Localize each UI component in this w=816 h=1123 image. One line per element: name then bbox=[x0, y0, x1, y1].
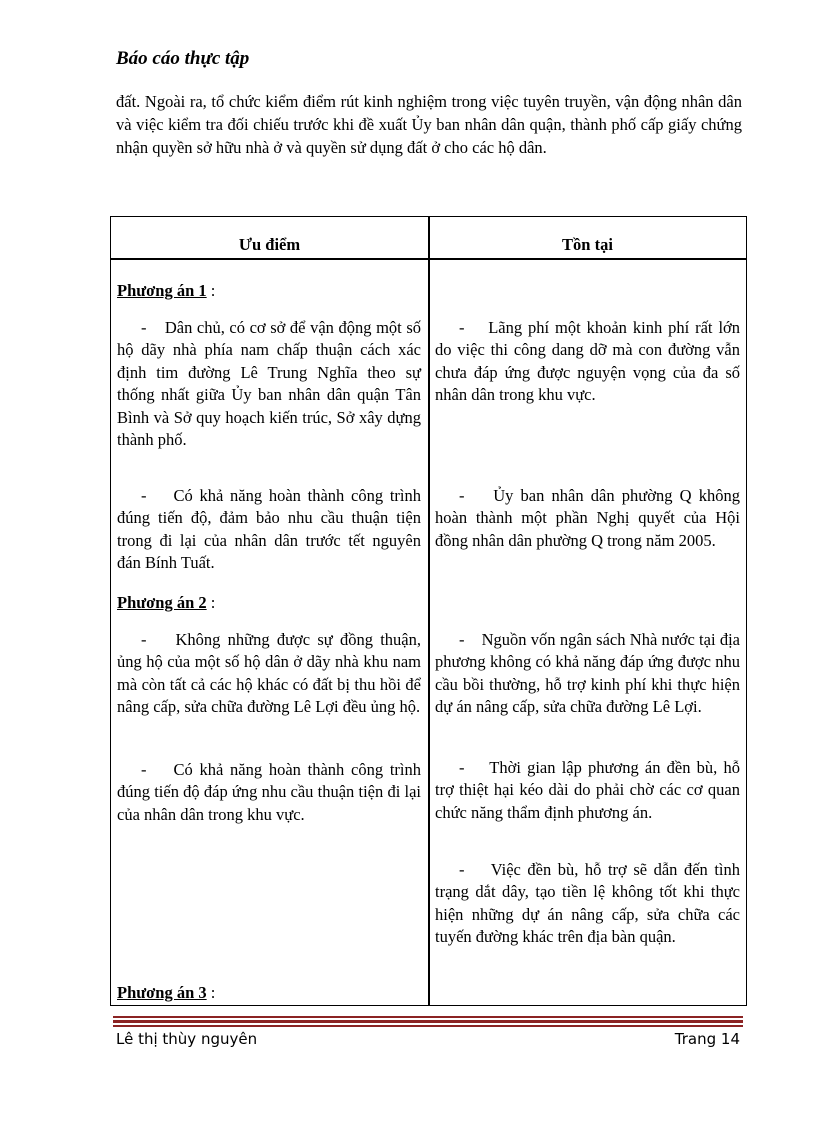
issue-item-2: - Ủy ban nhân dân phường Q không hoàn thành một phần Nghị quyết của Hội đồng nhân dân phường Q trong năm 2005. bbox=[435, 486, 740, 550]
issue-item-3: - Nguồn vốn ngân sách Nhà nước tại địa phương không có khả năng đáp ứng được nhu cầu bồi thường, hỗ trợ kinh phí khi thực hiện dự án nâng cấp, sửa chữa đường Lê Lợi. bbox=[435, 630, 740, 717]
advantage-item-4: - Có khả năng hoàn thành công trình đúng tiến độ đáp ứng nhu cầu thuận tiện đi lại của nhân dân trong khu vực. bbox=[117, 760, 421, 824]
advantage-item-1: - Dân chủ, có cơ sở để vận động một số hộ dãy nhà phía nam chấp thuận cách xác định tim đường Lê Trung Nghĩa theo sự thống nhất giữa Ủy ban nhân dân quận Tân Bình và Sở quy hoạch kiến trúc, Sở xây dựng thành phố. bbox=[117, 318, 421, 450]
advantage-item-2: - Có khả năng hoàn thành công trình đúng tiến độ, đảm bảo nhu cầu thuận tiện trong đi lại của nhân dân trước tết nguyên đán Bính Tuất. bbox=[117, 486, 421, 573]
intro-paragraph: đất. Ngoài ra, tổ chức kiểm điểm rút kinh nghiệm trong việc tuyên truyền, vận động nhân dân và việc kiểm tra đối chiếu trước khi đề xuất Ủy ban nhân dân quận, thành phố cấp giấy chứng nhận quyền sở hữu nhà ở và quyền sử dụng đất ở cho các hộ dân. bbox=[116, 92, 742, 157]
column-divider bbox=[428, 217, 430, 1005]
section-heading-1: Phương án 1 : bbox=[117, 281, 216, 300]
issue-item-4: - Thời gian lập phương án đền bù, hỗ trợ thiệt hại kéo dài do phải chờ các cơ quan chức năng thẩm định phương án. bbox=[435, 758, 740, 822]
section-heading-3: Phương án 3 : bbox=[117, 983, 216, 1002]
section-heading-2: Phương án 2 : bbox=[117, 593, 216, 612]
footer-rule bbox=[113, 1016, 743, 1029]
issue-item-5: - Việc đền bù, hỗ trợ sẽ dẫn đến tình trạng dắt dây, tạo tiền lệ không tốt khi thực hiện những dự án nâng cấp, sửa chữa các tuyến đường khác trên địa bàn quận. bbox=[435, 860, 741, 947]
issue-item-1: - Lãng phí một khoản kinh phí rất lớn do việc thi công dang dỡ mà con đường vẫn chưa đáp ứng được nguyện vọng của đa số nhân dân trong khu vực. bbox=[435, 318, 740, 405]
header-divider bbox=[111, 258, 746, 260]
comparison-table bbox=[110, 216, 747, 1006]
column-header-issues: Tồn tại bbox=[562, 235, 613, 254]
page-header-title: Báo cáo thực tập bbox=[116, 48, 250, 69]
column-header-advantages: Ưu điểm bbox=[238, 235, 301, 254]
footer-author: Lê thị thùy nguyên bbox=[116, 1030, 258, 1048]
advantage-item-3: - Không những được sự đồng thuận, ủng hộ của một số hộ dân ở dãy nhà khu nam mà còn tất cả các hộ khác có đất bị thu hồi để nâng cấp, sửa chữa đường Lê Lợi đều ủng hộ. bbox=[117, 630, 421, 717]
footer-page-number: Trang 14 bbox=[674, 1030, 740, 1048]
